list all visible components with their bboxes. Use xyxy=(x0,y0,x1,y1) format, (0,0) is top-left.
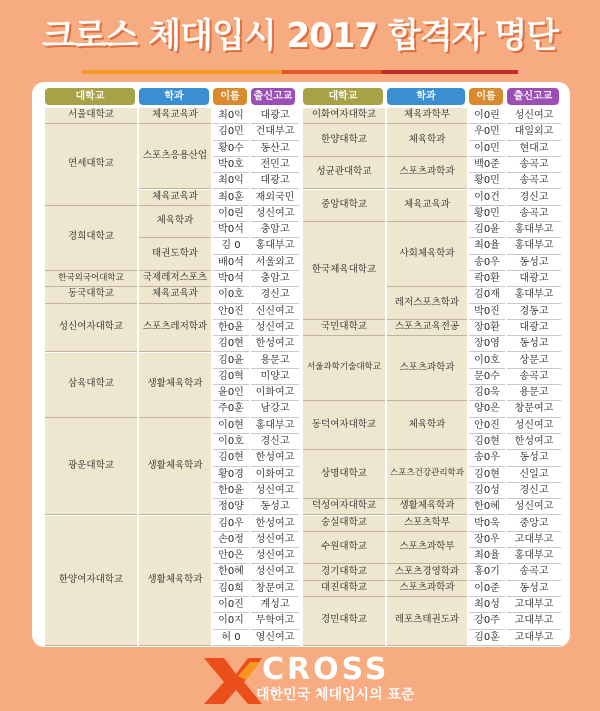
student-name: 강0주 xyxy=(469,613,505,629)
student-name: 김0민 xyxy=(213,124,249,140)
student-name: 황0민 xyxy=(469,206,505,222)
high-school: 성신여고 xyxy=(251,483,299,499)
student-name: 이0지 xyxy=(213,613,249,629)
university-cell: 경기대학교 xyxy=(303,564,385,580)
high-school: 동성고 xyxy=(507,336,561,352)
student-name: 황0민 xyxy=(469,173,505,189)
student-name: 곽0환 xyxy=(469,271,505,287)
student-name: 정0양 xyxy=(213,499,249,515)
university-cell: 경희대학교 xyxy=(45,206,137,271)
high-school: 무학여고 xyxy=(251,613,299,629)
department-cell: 사회체육학과 xyxy=(387,222,467,287)
high-school: 현대고 xyxy=(507,141,561,157)
university-cell: 이화여자대학교 xyxy=(303,108,385,124)
student-name: 이0린 xyxy=(213,206,249,222)
student-name: 김0훈 xyxy=(469,630,505,646)
student-name: 안0은 xyxy=(213,548,249,564)
high-school: 송곡고 xyxy=(507,173,561,189)
high-school: 재외국민 xyxy=(251,190,299,206)
header-department: 학과 xyxy=(139,88,209,105)
title-underline-orange xyxy=(82,70,282,74)
department-cell: 스포츠레저학과 xyxy=(139,304,211,353)
high-school: 충암고 xyxy=(251,271,299,287)
logo-tagline: 대한민국 체대입시의 표준 xyxy=(256,687,415,703)
student-name: 박0석 xyxy=(213,271,249,287)
student-name: 황0경 xyxy=(213,467,249,483)
student-name: 김0현 xyxy=(213,450,249,466)
university-cell: 한양대학교 xyxy=(303,124,385,157)
department-cell: 국제레저스포츠 xyxy=(139,271,211,287)
department-cell: 체육학과 xyxy=(139,206,211,239)
high-school: 홍대부고 xyxy=(251,238,299,254)
high-school: 동성고 xyxy=(507,581,561,597)
student-name: 이0현 xyxy=(213,418,249,434)
student-name: 배0석 xyxy=(213,255,249,271)
high-school: 경신고 xyxy=(251,434,299,450)
student-name: 장0우 xyxy=(469,532,505,548)
high-school: 한성여고 xyxy=(251,336,299,352)
high-school: 이화여고 xyxy=(251,385,299,401)
high-school: 고대부고 xyxy=(507,532,561,548)
student-name: 허 0 xyxy=(213,630,249,646)
department-cell: 체육교육과 xyxy=(139,190,211,206)
department-cell: 태권도학과 xyxy=(139,238,211,271)
header-department: 학과 xyxy=(387,88,465,105)
high-school: 한성여고 xyxy=(251,516,299,532)
university-cell: 수원대학교 xyxy=(303,532,385,565)
student-name: 송0우 xyxy=(469,255,505,271)
student-name: 이0호 xyxy=(213,434,249,450)
department-cell: 스포츠건강관리학과 xyxy=(387,450,467,499)
high-school: 홍대부고 xyxy=(507,222,561,238)
high-school: 용문고 xyxy=(507,385,561,401)
high-school: 성신여고 xyxy=(507,108,561,124)
department-cell: 스포츠응용산업 xyxy=(139,124,211,189)
student-name: 최0성 xyxy=(469,597,505,613)
student-name: 황0수 xyxy=(213,141,249,157)
student-name: 김0현 xyxy=(213,336,249,352)
student-name: 장0환 xyxy=(469,320,505,336)
title-underline-darkred xyxy=(382,70,518,74)
high-school: 이화여고 xyxy=(251,467,299,483)
university-cell: 한국외국어대학교 xyxy=(45,271,137,287)
high-school: 대광고 xyxy=(251,108,299,124)
student-name: 문0수 xyxy=(469,369,505,385)
high-school: 대광고 xyxy=(251,173,299,189)
university-cell: 중앙대학교 xyxy=(303,190,385,223)
student-name: 이0호 xyxy=(469,353,505,369)
university-cell: 동덕여자대학교 xyxy=(303,401,385,450)
high-school: 경신고 xyxy=(507,190,561,206)
high-school: 홍대부고 xyxy=(507,287,561,303)
university-cell: 연세대학교 xyxy=(45,124,137,206)
student-name: 손0정 xyxy=(213,532,249,548)
department-cell: 레저스포츠학과 xyxy=(387,287,467,320)
header-name: 이름 xyxy=(469,88,503,105)
university-cell: 삼육대학교 xyxy=(45,353,137,418)
high-school: 성신여고 xyxy=(507,499,561,515)
high-school: 고대부고 xyxy=(507,630,561,646)
university-cell: 성균관대학교 xyxy=(303,157,385,190)
high-school: 동산고 xyxy=(251,141,299,157)
student-name: 김0욱 xyxy=(469,385,505,401)
department-cell: 체육과학부 xyxy=(387,108,467,124)
high-school: 송곡고 xyxy=(507,369,561,385)
high-school: 창문여고 xyxy=(507,401,561,417)
university-cell: 성신여자대학교 xyxy=(45,304,137,353)
high-school: 홍대부고 xyxy=(507,238,561,254)
student-name: 김 0 xyxy=(213,238,249,254)
high-school: 홍대부고 xyxy=(507,548,561,564)
high-school: 성신여고 xyxy=(251,548,299,564)
department-cell: 스포츠과학부 xyxy=(387,532,467,565)
student-name: 한0혜 xyxy=(469,499,505,515)
student-name: 최0율 xyxy=(469,238,505,254)
department-cell: 체육학과 xyxy=(387,401,467,450)
student-name: 양0은 xyxy=(469,401,505,417)
student-name: 이0호 xyxy=(213,287,249,303)
university-cell: 덕성여자대학교 xyxy=(303,499,385,515)
university-cell: 국민대학교 xyxy=(303,320,385,336)
student-name: 김0성 xyxy=(469,483,505,499)
high-school: 성신여고 xyxy=(251,206,299,222)
department-cell: 스포츠학부 xyxy=(387,516,467,532)
student-name: 한0윤 xyxy=(213,483,249,499)
student-name: 안0진 xyxy=(469,418,505,434)
high-school: 성신여고 xyxy=(251,532,299,548)
student-name: 안0진 xyxy=(213,304,249,320)
university-cell: 광운대학교 xyxy=(45,418,137,516)
student-name: 이0준 xyxy=(469,581,505,597)
high-school: 창문여고 xyxy=(251,581,299,597)
student-name: 한0혜 xyxy=(213,564,249,580)
high-school: 대광고 xyxy=(507,320,561,336)
department-cell: 체육교육과 xyxy=(139,287,211,303)
department-cell: 스포츠과학과 xyxy=(387,336,467,401)
high-school: 신신여고 xyxy=(251,304,299,320)
student-name: 윤0인 xyxy=(213,385,249,401)
department-cell: 스포츠경영학과 xyxy=(387,564,467,580)
page-title: 크로스 체대입시 2017 합격자 명단 xyxy=(41,16,559,56)
student-name: 백0준 xyxy=(469,157,505,173)
university-cell: 대진대학교 xyxy=(303,581,385,597)
student-name: 박0욱 xyxy=(469,516,505,532)
title-underline-red xyxy=(282,70,382,74)
department-cell: 생활체육학과 xyxy=(139,418,211,516)
student-name: 김0윤 xyxy=(213,353,249,369)
department-cell: 레포츠태권도과 xyxy=(387,597,467,646)
university-cell: 숭실대학교 xyxy=(303,516,385,532)
high-school: 고대부고 xyxy=(507,597,561,613)
high-school: 대일외고 xyxy=(507,124,561,140)
high-school: 중앙고 xyxy=(507,516,561,532)
department-cell: 스포츠과학과 xyxy=(387,581,467,597)
header-university: 대학교 xyxy=(45,88,135,105)
high-school: 대광고 xyxy=(507,271,561,287)
header-school: 출신고교 xyxy=(251,88,295,105)
department-cell: 생활체육학과 xyxy=(387,499,467,515)
high-school: 서울외고 xyxy=(251,255,299,271)
high-school: 송곡고 xyxy=(507,564,561,580)
high-school: 송곡고 xyxy=(507,157,561,173)
header-university: 대학교 xyxy=(303,88,383,105)
department-cell: 생활체육학과 xyxy=(139,353,211,418)
high-school: 영신여고 xyxy=(251,630,299,646)
high-school: 상문고 xyxy=(507,353,561,369)
department-cell: 체육학과 xyxy=(387,124,467,157)
student-name: 김0혁 xyxy=(213,369,249,385)
student-name: 최0율 xyxy=(469,548,505,564)
student-name: 우0민 xyxy=(469,124,505,140)
student-name: 김0현 xyxy=(469,434,505,450)
high-school: 성신여고 xyxy=(507,418,561,434)
high-school: 한성여고 xyxy=(507,434,561,450)
high-school: 동성고 xyxy=(507,255,561,271)
student-name: 주0훈 xyxy=(213,401,249,417)
university-cell: 상명대학교 xyxy=(303,450,385,499)
student-name: 홍0기 xyxy=(469,564,505,580)
department-cell: 체육교육과 xyxy=(387,190,467,223)
high-school: 동성고 xyxy=(507,450,561,466)
high-school: 건대부고 xyxy=(251,124,299,140)
university-cell: 서울대학교 xyxy=(45,108,137,124)
student-name: 김0윤 xyxy=(469,222,505,238)
student-name: 최0훈 xyxy=(213,190,249,206)
high-school: 용문고 xyxy=(251,353,299,369)
department-cell: 체육교육과 xyxy=(139,108,211,124)
department-cell: 스포츠교육전공 xyxy=(387,320,467,336)
university-cell: 경민대학교 xyxy=(303,597,385,646)
logo-wordmark: CROSS xyxy=(262,652,390,687)
student-name: 김0희 xyxy=(213,581,249,597)
high-school: 성신여고 xyxy=(251,564,299,580)
university-cell: 한양여자대학교 xyxy=(45,516,137,646)
high-school: 한성여고 xyxy=(251,450,299,466)
high-school: 계성고 xyxy=(251,597,299,613)
student-name: 송0우 xyxy=(469,450,505,466)
high-school: 경동고 xyxy=(507,304,561,320)
student-name: 김0재 xyxy=(469,287,505,303)
student-name: 박0진 xyxy=(469,304,505,320)
student-name: 김0우 xyxy=(213,516,249,532)
high-school: 경신고 xyxy=(507,483,561,499)
high-school: 미양고 xyxy=(251,369,299,385)
university-cell: 동국대학교 xyxy=(45,287,137,303)
department-cell: 스포츠과학과 xyxy=(387,157,467,190)
high-school: 남강고 xyxy=(251,401,299,417)
student-name: 이0린 xyxy=(469,108,505,124)
header-name: 이름 xyxy=(213,88,247,105)
student-name: 이0민 xyxy=(469,141,505,157)
student-name: 김0현 xyxy=(469,467,505,483)
high-school: 고대부고 xyxy=(507,613,561,629)
high-school: 경신고 xyxy=(251,287,299,303)
header-school: 출신고교 xyxy=(507,88,559,105)
student-name: 장0영 xyxy=(469,336,505,352)
university-cell: 한국체육대학교 xyxy=(303,222,385,320)
student-name: 최0익 xyxy=(213,108,249,124)
university-cell: 서울과학기술대학교 xyxy=(303,336,385,401)
high-school: 충암고 xyxy=(251,222,299,238)
high-school: 전민고 xyxy=(251,157,299,173)
student-name: 박0석 xyxy=(213,222,249,238)
student-name: 이0진 xyxy=(213,597,249,613)
student-name: 최0익 xyxy=(213,173,249,189)
student-name: 박0호 xyxy=(213,157,249,173)
high-school: 동성고 xyxy=(251,499,299,515)
high-school: 성신여고 xyxy=(251,320,299,336)
high-school: 송곡고 xyxy=(507,206,561,222)
department-cell: 생활체육학과 xyxy=(139,516,211,646)
high-school: 홍대부고 xyxy=(251,418,299,434)
student-name: 이0건 xyxy=(469,190,505,206)
high-school: 신일고 xyxy=(507,467,561,483)
student-name: 한0윤 xyxy=(213,320,249,336)
